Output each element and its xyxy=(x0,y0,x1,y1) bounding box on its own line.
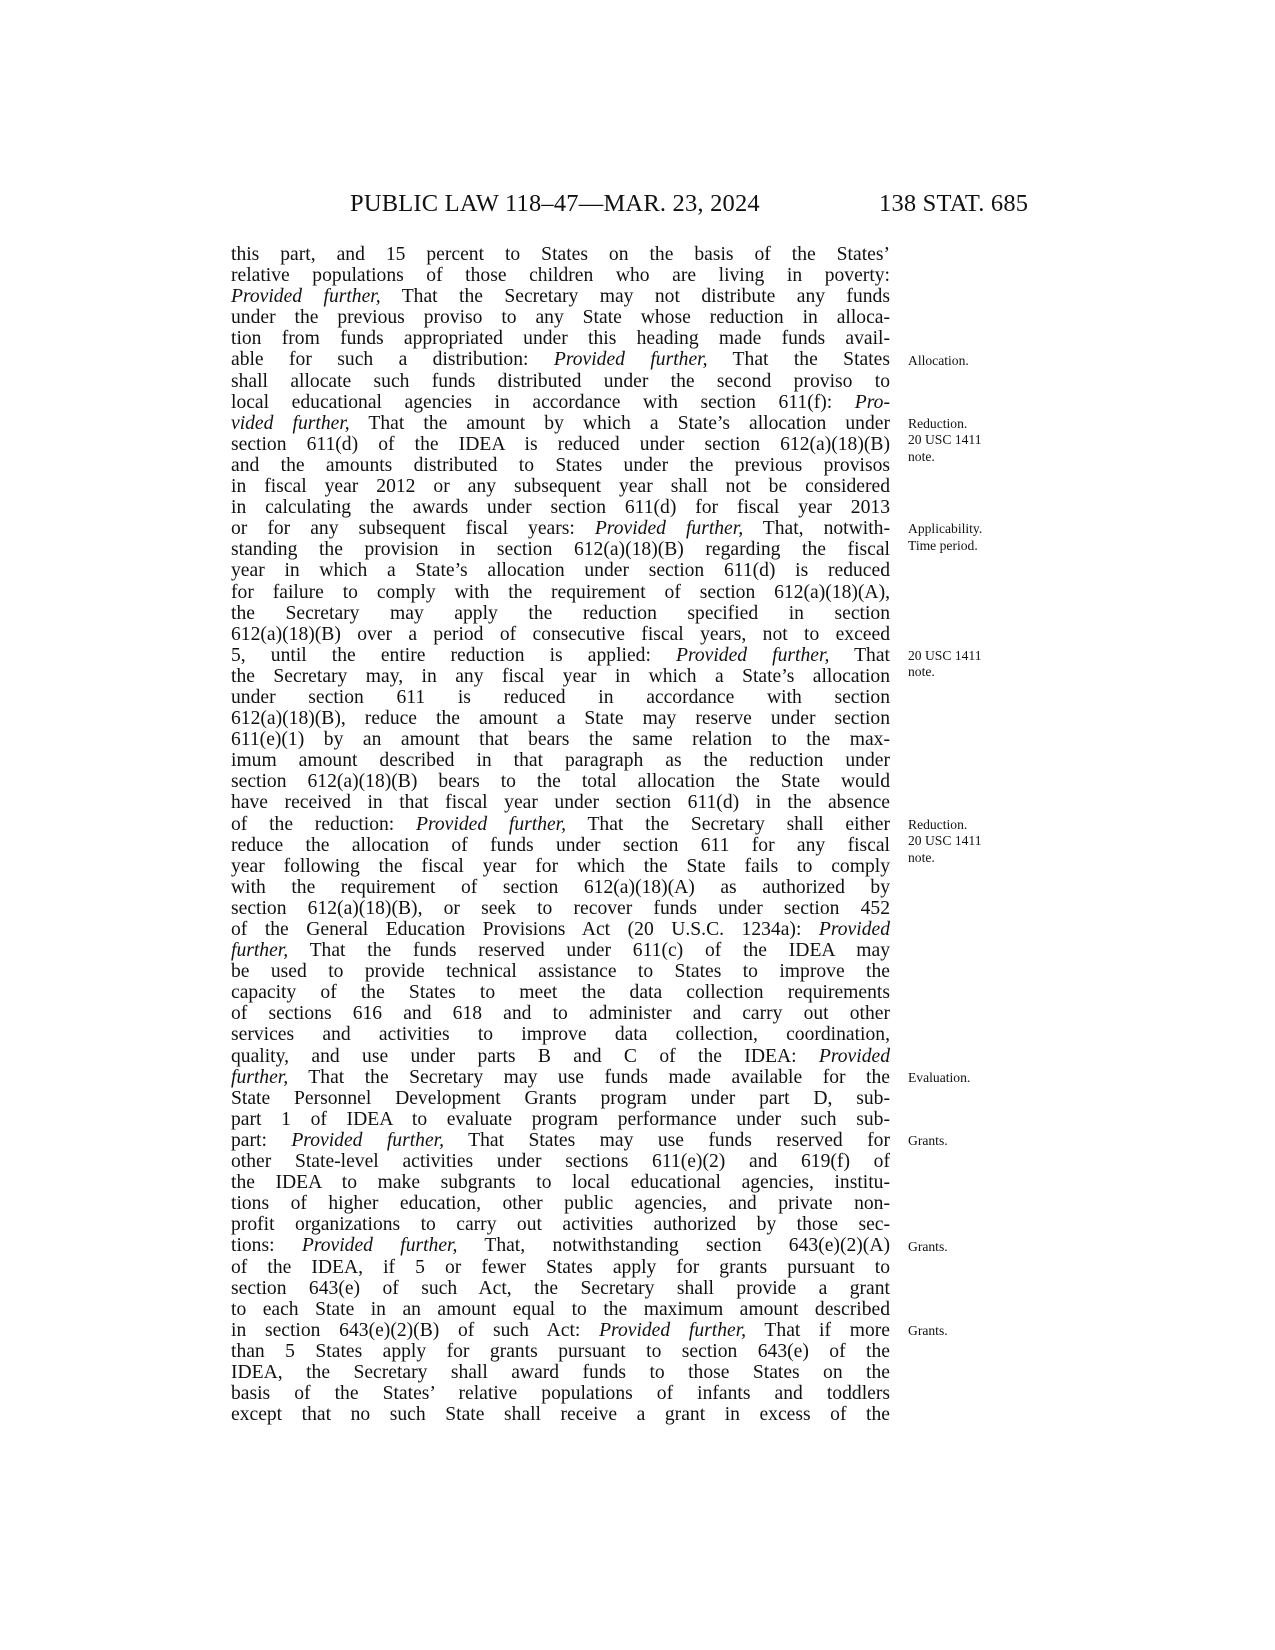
body-line xyxy=(231,687,890,708)
body-text-segment: year in which a State’s allocation under section 611(d) is reduced xyxy=(231,560,890,582)
body-line xyxy=(231,349,890,370)
margin-note-line: Reduction. xyxy=(908,816,968,832)
body-line xyxy=(231,244,890,265)
body-line xyxy=(231,1214,890,1235)
proviso-italic-text: Provided xyxy=(818,1045,890,1067)
body-text-segment: relative populations of those children who are living in poverty: xyxy=(231,265,890,287)
proviso-italic-text: Provided further, xyxy=(553,349,708,371)
body-text-segment: this part, and 15 percent to States on the basis of the States’ xyxy=(231,244,890,265)
body-line xyxy=(231,455,890,476)
margin-note xyxy=(908,1070,970,1087)
body-text-segment: section 612(a)(18)(B) bears to the total allocation the State would xyxy=(231,771,890,793)
body-text-segment: or for any subsequent fiscal years: xyxy=(231,518,595,540)
body-line xyxy=(231,814,890,835)
body-line xyxy=(231,371,890,392)
body-text-segment: to each State in an amount equal to the maximum amount described xyxy=(231,1298,890,1320)
body-text-segment: imum amount described in that paragraph as the reduction under xyxy=(231,750,890,772)
margin-note-line: 20 USC 1411 xyxy=(908,647,982,663)
body-text-segment: part: xyxy=(231,1129,292,1151)
body-text-segment: tions of higher education, other public agencies, and private non- xyxy=(231,1193,890,1215)
body-line xyxy=(231,603,890,624)
body-text-segment: State Personnel Development Grants program under part D, sub- xyxy=(231,1087,890,1109)
proviso-italic-text: Provided further, xyxy=(594,518,744,540)
margin-note-line: 20 USC 1411 xyxy=(908,833,982,849)
body-text-segment: That States may use funds reserved for xyxy=(444,1129,890,1151)
body-line xyxy=(231,1341,890,1362)
margin-note-line: Grants. xyxy=(908,1238,948,1254)
body-text-segment: of the reduction: xyxy=(231,813,417,835)
body-text-segment: in calculating the awards under section 611(d) for fiscal year 2013 xyxy=(231,497,890,519)
body-line xyxy=(231,1193,890,1214)
margin-note xyxy=(908,521,982,554)
body-text-segment: 611(e)(1) by an amount that bears the same relation to the max- xyxy=(231,729,890,751)
body-text-segment: section 643(e) of such Act, the Secretary shall provide a grant xyxy=(231,1277,890,1299)
body-line xyxy=(231,708,890,729)
proviso-italic-text: Provided further, xyxy=(599,1319,747,1341)
body-text-segment: be used to provide technical assistance to States to improve the xyxy=(231,961,890,983)
body-line xyxy=(231,856,890,877)
body-line xyxy=(231,328,890,349)
body-line xyxy=(231,835,890,856)
body-text-segment: of the IDEA, if 5 or fewer States apply for grants pursuant to xyxy=(231,1256,890,1278)
body-line xyxy=(231,307,890,328)
margin-note xyxy=(908,817,982,867)
page-header xyxy=(0,190,1275,224)
body-line xyxy=(231,1172,890,1193)
body-line xyxy=(231,898,890,919)
body-text-segment: That, notwithstanding section 643(e)(2)(A) xyxy=(457,1235,890,1257)
body-text-segment: That if more xyxy=(746,1319,891,1341)
body-line xyxy=(231,560,890,581)
proviso-italic-text: Provided further, xyxy=(301,1235,458,1257)
proviso-italic-text: Provided further, xyxy=(676,644,830,666)
margin-note-line: Time period. xyxy=(908,537,978,553)
body-text-segment: section 612(a)(18)(B), or seek to recover funds under section 452 xyxy=(231,897,890,919)
body-text-segment: capacity of the States to meet the data collection requirements xyxy=(231,982,890,1004)
body-line xyxy=(231,518,890,539)
body-line xyxy=(231,1383,890,1404)
body-line xyxy=(231,961,890,982)
body-text-segment: under the previous proviso to any State whose reduction in alloca- xyxy=(231,307,890,329)
body-text-segment: the IDEA to make subgrants to local educational agencies, institu- xyxy=(231,1172,890,1194)
body-line xyxy=(231,877,890,898)
body-text-segment: have received in that fiscal year under section 611(d) in the absence xyxy=(231,792,890,814)
body-text-segment: of the General Education Provisions Act (20 U.S.C. 1234a): xyxy=(231,919,819,940)
margin-note-line: Applicability. xyxy=(908,521,983,537)
body-text-segment: except that no such State shall receive a grant in excess of the xyxy=(231,1404,890,1426)
body-text-segment: section 611(d) of the IDEA is reduced under section 612(a)(18)(B) xyxy=(231,433,890,455)
body-text-segment: IDEA, the Secretary shall award funds to those States on the xyxy=(231,1361,890,1383)
body-line xyxy=(231,1299,890,1320)
body-line xyxy=(231,1278,890,1299)
body-line xyxy=(231,1362,890,1383)
body-line xyxy=(231,1109,890,1130)
body-line xyxy=(231,1404,890,1425)
body-text-segment: able for such a distribution: xyxy=(231,349,554,371)
body-text-segment: That the funds reserved under 611(c) of the IDEA may xyxy=(288,940,890,962)
public-law-citation: PUBLIC LAW 118–47—MAR. 23, 2024 xyxy=(350,190,760,217)
margin-note-line: Evaluation. xyxy=(908,1069,971,1085)
body-line xyxy=(231,1046,890,1067)
body-line xyxy=(231,265,890,286)
proviso-italic-text: further, xyxy=(231,1066,289,1088)
body-line xyxy=(231,919,890,940)
body-text-segment: under section 611 is reduced in accordance with section xyxy=(231,686,890,708)
body-line xyxy=(231,582,890,603)
margin-note xyxy=(908,353,969,370)
margin-note-line: 20 USC 1411 xyxy=(908,432,982,448)
margin-note xyxy=(908,1323,948,1340)
body-line xyxy=(231,392,890,413)
body-text-segment: than 5 States apply for grants pursuant to section 643(e) of the xyxy=(231,1340,890,1362)
body-line xyxy=(231,771,890,792)
body-line xyxy=(231,1003,890,1024)
body-text-segment: local educational agencies in accordance with section 611(f): xyxy=(231,391,855,413)
body-text-segment: That the Secretary may use funds made available for the xyxy=(288,1066,890,1088)
proviso-italic-text: Pro- xyxy=(854,391,890,413)
body-line xyxy=(231,1235,890,1256)
body-line xyxy=(231,1088,890,1109)
body-text-segment: in fiscal year 2012 or any subsequent year shall not be considered xyxy=(231,476,890,498)
body-text-segment: in section 643(e)(2)(B) of such Act: xyxy=(231,1319,600,1341)
proviso-italic-text: vided further, xyxy=(231,412,350,434)
proviso-italic-text: Provided further, xyxy=(231,286,381,308)
body-line xyxy=(231,286,890,307)
proviso-italic-text: Provided further, xyxy=(416,813,567,835)
body-line xyxy=(231,476,890,497)
body-text-segment: That the amount by which a State’s allocation under xyxy=(349,412,890,434)
body-text-segment: 5, until the entire reduction is applied: xyxy=(231,644,676,666)
body-line xyxy=(231,645,890,666)
body-text-segment: That the States xyxy=(707,349,890,371)
body-line xyxy=(231,792,890,813)
proviso-italic-text: Provided further, xyxy=(291,1129,445,1151)
body-text-segment: for failure to comply with the requirement of section 612(a)(18)(A), xyxy=(231,581,890,603)
margin-note-line: Allocation. xyxy=(908,352,969,368)
body-text-segment: 612(a)(18)(B) over a period of consecutive fiscal years, not to exceed xyxy=(231,623,890,645)
proviso-italic-text: Provided xyxy=(818,919,890,940)
body-line xyxy=(231,539,890,560)
margin-note-line: Reduction. xyxy=(908,415,968,431)
body-line xyxy=(231,1320,890,1341)
margin-note-line: note. xyxy=(908,849,935,865)
statute-page-number: 138 STAT. 685 xyxy=(879,190,1029,217)
proviso-italic-text: further, xyxy=(231,940,289,962)
body-text-segment: profit organizations to carry out activities authorized by those sec- xyxy=(231,1214,890,1236)
body-line xyxy=(231,1024,890,1045)
margin-note-line: Grants. xyxy=(908,1323,948,1339)
margin-note xyxy=(908,1239,948,1256)
body-text-segment: the Secretary may apply the reduction specified in section xyxy=(231,602,890,624)
body-text-segment: standing the provision in section 612(a)(18)(B) regarding the fiscal xyxy=(231,539,890,561)
body-line xyxy=(231,666,890,687)
body-text-segment: year following the fiscal year for which the State fails to comply xyxy=(231,855,890,877)
margin-note-line: note. xyxy=(908,448,935,464)
body-line xyxy=(231,434,890,455)
body-text-segment: tion from funds appropriated under this heading made funds avail- xyxy=(231,328,890,350)
body-text-segment: shall allocate such funds distributed under the second proviso to xyxy=(231,370,890,392)
body-text-segment: part 1 of IDEA to evaluate program performance under such sub- xyxy=(231,1108,890,1130)
body-line xyxy=(231,1151,890,1172)
body-line xyxy=(231,940,890,961)
body-text-segment: and the amounts distributed to States under the previous provisos xyxy=(231,454,890,476)
margin-note-line: note. xyxy=(908,664,935,680)
body-text-segment: That, notwith- xyxy=(743,518,890,540)
body-text-segment: tions: xyxy=(231,1235,302,1257)
margin-note xyxy=(908,648,982,681)
body-line xyxy=(231,413,890,434)
margin-note xyxy=(908,416,982,466)
body-text-segment: basis of the States’ relative populations of infants and toddlers xyxy=(231,1383,890,1405)
body-line xyxy=(231,624,890,645)
body-line xyxy=(231,750,890,771)
margin-note xyxy=(908,1133,948,1150)
body-text-segment: the Secretary may, in any fiscal year in which a State’s allocation xyxy=(231,665,890,687)
body-text-segment: services and activities to improve data collection, coordination, xyxy=(231,1024,890,1046)
body-text-segment: quality, and use under parts B and C of the IDEA: xyxy=(231,1045,819,1067)
body-text-segment: That the Secretary shall either xyxy=(566,813,890,835)
body-line xyxy=(231,982,890,1003)
body-line xyxy=(231,1257,890,1278)
body-text-segment: That the Secretary may not distribute any funds xyxy=(380,286,890,308)
body-text-segment: with the requirement of section 612(a)(18)(A) as authorized by xyxy=(231,876,890,898)
body-text-segment: reduce the allocation of funds under section 611 for any fiscal xyxy=(231,834,890,856)
body-line xyxy=(231,1130,890,1151)
margin-note-line: Grants. xyxy=(908,1133,948,1149)
body-line xyxy=(231,497,890,518)
body-line xyxy=(231,1067,890,1088)
statute-body-text xyxy=(231,244,890,1425)
body-text-segment: That xyxy=(829,644,890,666)
body-line xyxy=(231,729,890,750)
body-text-segment: other State-level activities under sections 611(e)(2) and 619(f) of xyxy=(231,1151,890,1173)
body-text-segment: of sections 616 and 618 and to administer and carry out other xyxy=(231,1003,890,1025)
body-text-segment: 612(a)(18)(B), reduce the amount a State may reserve under section xyxy=(231,708,890,730)
